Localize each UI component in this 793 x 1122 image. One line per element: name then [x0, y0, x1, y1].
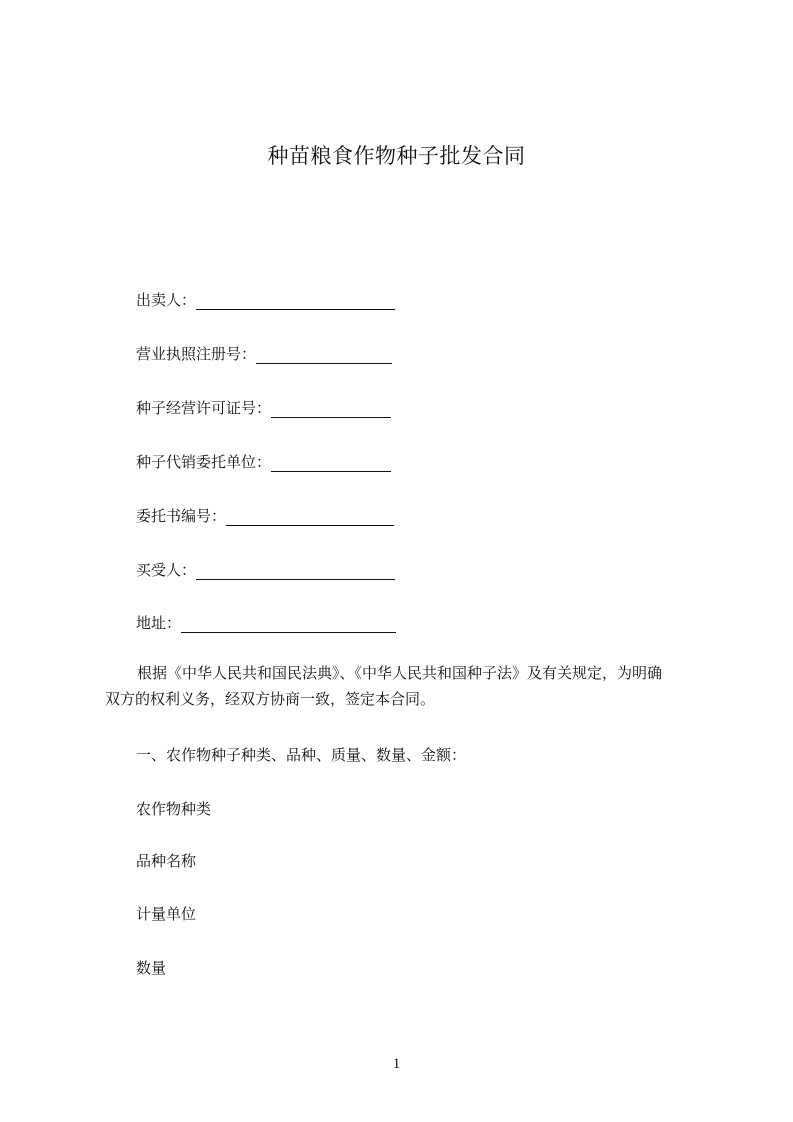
- seed-license-blank[interactable]: [271, 401, 391, 418]
- document-title: 种苗粮食作物种子批发合同: [267, 144, 526, 168]
- item-crop-type: 农作物种类: [136, 800, 212, 818]
- mandate-number-field: [136, 506, 394, 526]
- consignor-label: 种子代销委托单位：: [136, 453, 272, 471]
- seller-blank[interactable]: [196, 293, 395, 310]
- consignor-blank[interactable]: [271, 455, 391, 472]
- intro-line-1: 根据《中华人民共和国民法典》、《中华人民共和国种子法》及有关规定，为明确: [137, 664, 663, 682]
- address-blank[interactable]: [181, 616, 396, 633]
- page-number: 1: [392, 1056, 401, 1072]
- seller-field: [136, 290, 395, 310]
- seed-license-field: [136, 398, 391, 418]
- seed-license-label: 种子经营许可证号：: [136, 399, 272, 417]
- address-label: 地址：: [136, 614, 182, 632]
- buyer-label: 买受人：: [136, 561, 197, 579]
- section-1-heading: 一、农作物种子种类、品种、质量、数量、金额：: [136, 746, 467, 764]
- seller-label: 出卖人：: [136, 291, 197, 309]
- buyer-blank[interactable]: [196, 563, 395, 580]
- item-variety-name: 品种名称: [136, 852, 197, 870]
- mandate-number-label: 委托书编号：: [136, 507, 227, 525]
- intro-line-2: 双方的权利义务，经双方协商一致，签定本合同。: [105, 690, 436, 708]
- item-unit: 计量单位: [136, 905, 197, 923]
- address-field: [136, 613, 396, 633]
- business-license-field: [136, 344, 392, 364]
- business-license-label: 营业执照注册号：: [136, 345, 257, 363]
- intro-paragraph: [105, 660, 705, 712]
- buyer-field: [136, 560, 395, 580]
- mandate-number-blank[interactable]: [226, 509, 394, 526]
- item-quantity: 数量: [136, 959, 167, 977]
- consignor-field: [136, 452, 391, 472]
- business-license-blank[interactable]: [256, 347, 392, 364]
